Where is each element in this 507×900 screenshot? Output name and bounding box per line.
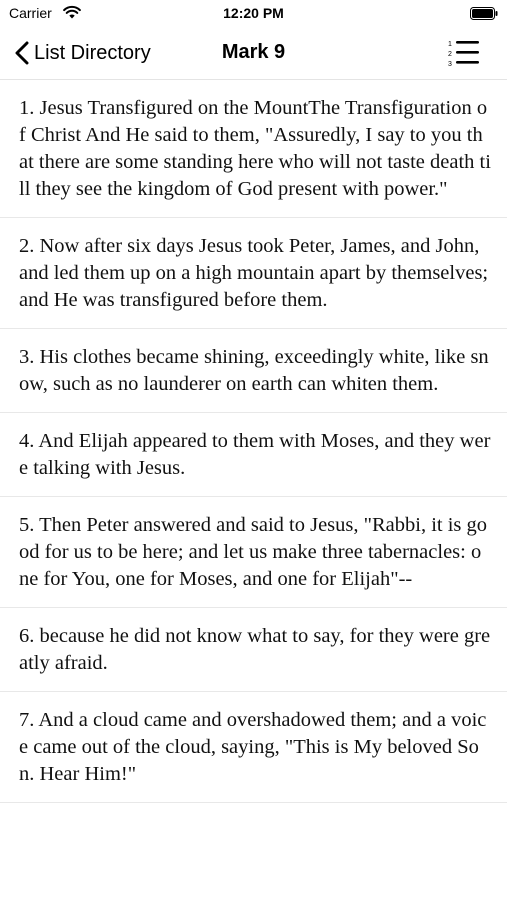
verse-text: 5. Then Peter answered and said to Jesus, "Rabbi, it is good for us to be here; and let us make three tabernacles: one for You, one for Moses, and one for Elijah"-- xyxy=(19,514,488,590)
status-time: 12:20 PM xyxy=(223,5,284,21)
verse-row-5[interactable] xyxy=(0,497,507,608)
back-button[interactable] xyxy=(14,39,151,67)
back-button-label: List Directory xyxy=(34,41,151,64)
verse-text: 4. And Elijah appeared to them with Moses, and they were talking with Jesus. xyxy=(19,430,491,479)
verse-row-3[interactable] xyxy=(0,329,507,413)
verse-row-6[interactable] xyxy=(0,608,507,692)
verse-text: 7. And a cloud came and overshadowed them; and a voice came out of the cloud, saying, "This is My beloved Son. Hear Him!" xyxy=(19,709,487,785)
page-title: Mark 9 xyxy=(221,41,286,63)
verse-text: 2. Now after six days Jesus took Peter, James, and John, and led them up on a high mountain apart by themselves; and He was transfigured before them. xyxy=(19,235,489,311)
status-bar xyxy=(0,0,507,28)
verse-text: 3. His clothes became shining, exceedingly white, like snow, such as no launderer on earth can whiten them. xyxy=(19,346,489,395)
svg-text:3: 3 xyxy=(448,61,452,68)
svg-text:1: 1 xyxy=(448,41,452,48)
navigation-bar xyxy=(0,28,507,80)
verse-row-7[interactable] xyxy=(0,692,507,803)
chevron-left-icon xyxy=(14,41,30,65)
svg-text:2: 2 xyxy=(448,51,452,58)
verse-list[interactable] xyxy=(0,80,507,900)
numbered-list-icon[interactable] xyxy=(446,38,480,68)
verse-text: 1. Jesus Transfigured on the MountThe Transfiguration of Christ And He said to them, "Assuredly, I say to you that there are some standing here who will not taste death till they see the kingdom of God present with power." xyxy=(19,97,491,200)
verse-row-1[interactable] xyxy=(0,80,507,218)
verse-row-4[interactable] xyxy=(0,413,507,497)
carrier-label: Carrier xyxy=(9,5,52,21)
verse-text: 6. because he did not know what to say, for they were greatly afraid. xyxy=(19,625,491,674)
battery-icon xyxy=(470,7,498,20)
verse-row-2[interactable] xyxy=(0,218,507,329)
